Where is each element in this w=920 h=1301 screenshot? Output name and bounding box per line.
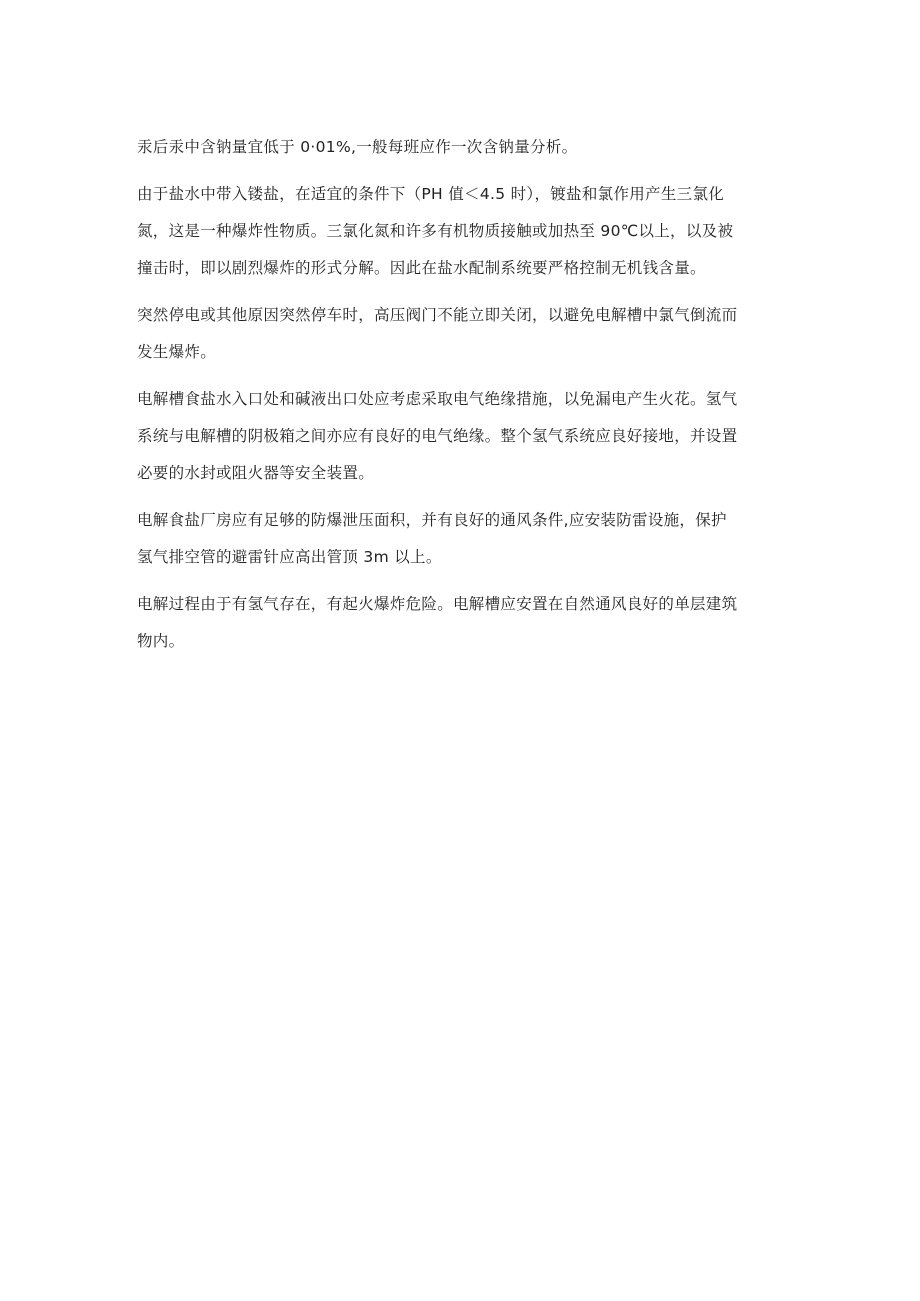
paragraph-gap xyxy=(137,576,787,586)
paragraph-line: 氮，这是一种爆炸性物质。三氯化氮和许多有机物质接触或加热至 90℃以上，以及被 xyxy=(137,222,734,240)
paragraph-gap xyxy=(137,166,787,176)
paragraph-line: 系统与电解槽的阴极箱之间亦应有良好的电气绝缘。整个氢气系统应良好接地，并设置 xyxy=(137,427,738,445)
paragraph-line: 汞后汞中含钠量宜低于 0·01%,一般每班应作一次含钠量分析。 xyxy=(137,138,578,156)
paragraph-line: 物内。 xyxy=(137,632,185,650)
paragraph-electrical-insulation xyxy=(137,381,787,492)
paragraph-gap xyxy=(137,371,787,381)
paragraph-line: 撞击时，即以剧烈爆炸的形式分解。因此在盐水配制系统要严格控制无机钱含量。 xyxy=(137,259,706,277)
paragraph-plant-ventilation xyxy=(137,502,787,576)
paragraph-line: 氢气排空管的避雷针应高出管顶 3m 以上。 xyxy=(137,548,442,566)
paragraph-line: 必要的水封或阻火器等安全装置。 xyxy=(137,464,375,482)
paragraph-line: 由于盐水中带入镂盐，在适宜的条件下（PH 值＜4.5 时），镀盐和氯作用产生三氯化 xyxy=(137,185,725,203)
paragraph-sodium-content xyxy=(137,129,787,166)
paragraph-line: 电解槽食盐水入口处和碱液出口处应考虑采取电气绝缘措施，以免漏电产生火花。氢气 xyxy=(137,390,738,408)
paragraph-power-failure xyxy=(137,297,787,371)
paragraph-nitrogen-trichloride xyxy=(137,176,787,287)
paragraph-hydrogen-hazard xyxy=(137,586,787,660)
paragraph-line: 突然停电或其他原因突然停车时，高压阀门不能立即关闭，以避免电解槽中氯气倒流而 xyxy=(137,306,738,324)
paragraph-gap xyxy=(137,492,787,502)
paragraph-gap xyxy=(137,287,787,297)
paragraph-line: 电解食盐厂房应有足够的防爆泄压面积，并有良好的通风条件,应安装防雷设施，保护 xyxy=(137,511,727,529)
document-body xyxy=(137,129,787,660)
paragraph-line: 电解过程由于有氢气存在，有起火爆炸危险。电解槽应安置在自然通风良好的单层建筑 xyxy=(137,595,738,613)
paragraph-line: 发生爆炸。 xyxy=(137,343,217,361)
